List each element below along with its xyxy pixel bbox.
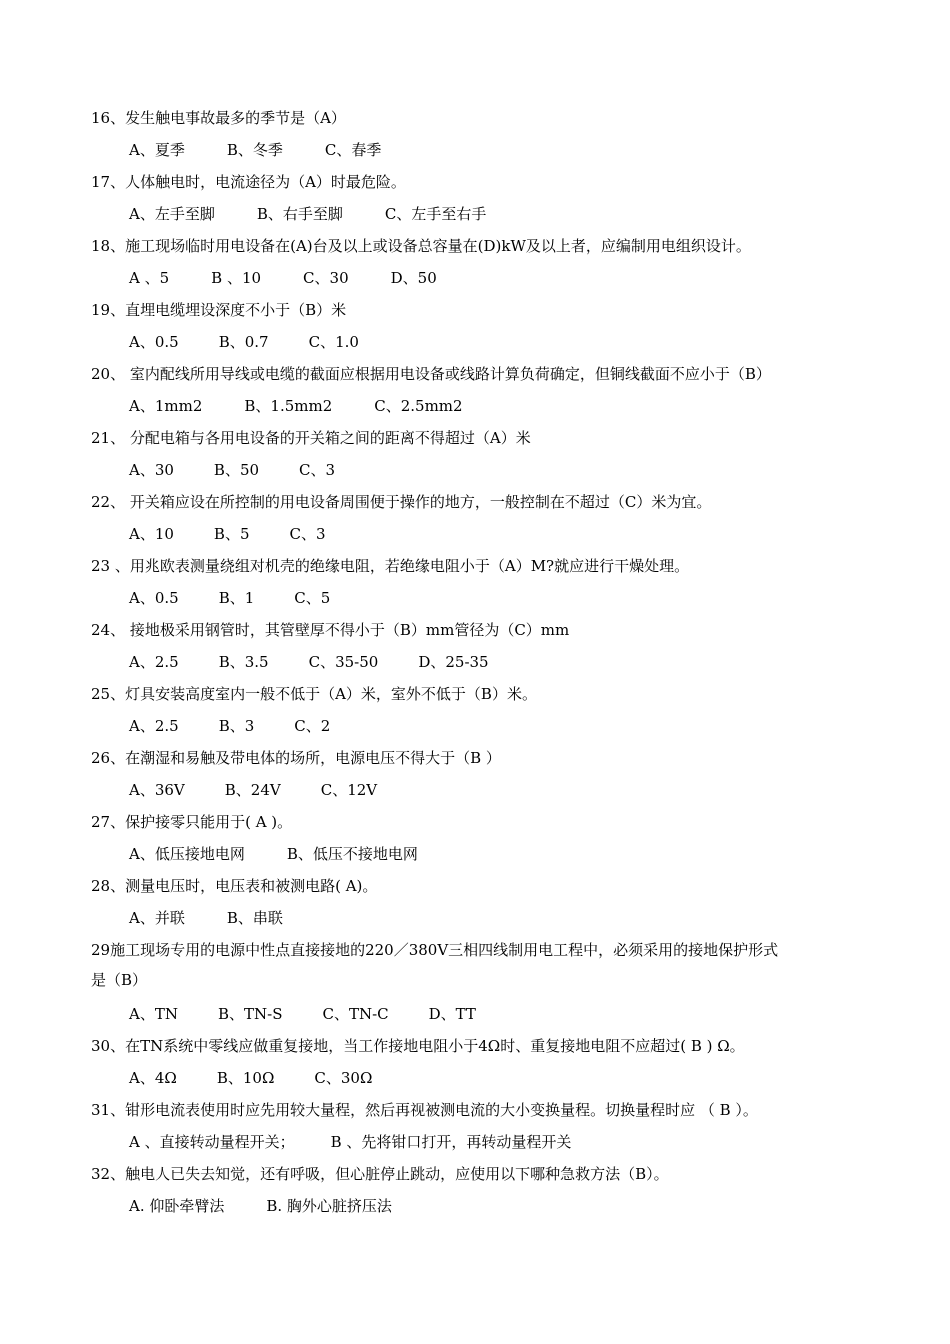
option-b: B、50 — [213, 461, 260, 479]
option-b: B、10Ω — [216, 1069, 275, 1087]
question-22: 22、 开关箱应设在所控制的用电设备周围便于操作的地方，一般控制在不超过（C）米为宜。 — [91, 493, 712, 511]
option-b: B、24V — [224, 781, 281, 799]
options-30 — [129, 1068, 372, 1088]
option-a: A、夏季 — [129, 141, 185, 159]
option-c: C、1.0 — [308, 333, 359, 351]
option-b: B 、先将钳口打开，再转动量程开关 — [330, 1133, 572, 1151]
question-20: 20、 室内配线所用导线或电缆的截面应根据用电设备或线路计算负荷确定，但铜线截面不应小于（B） — [91, 365, 771, 383]
option-b: B、0.7 — [218, 333, 269, 351]
options-17 — [129, 204, 486, 224]
options-19 — [129, 332, 359, 352]
question-21: 21、 分配电箱与各用电设备的开关箱之间的距离不得超过（A）米 — [91, 429, 531, 447]
option-b: B、串联 — [226, 909, 283, 927]
option-a: A、10 — [129, 525, 174, 543]
option-b: B、3.5 — [218, 653, 269, 671]
question-29-continuation: 是（B） — [91, 971, 148, 989]
option-a: A. 仰卧牵臂法 — [129, 1197, 225, 1215]
option-a: A、30 — [129, 461, 174, 479]
question-26: 26、在潮湿和易触及带电体的场所，电源电压不得大于（B ） — [91, 749, 501, 767]
question-31: 31、钳形电流表使用时应先用较大量程，然后再视被测电流的大小变换量程。切换量程时应 （ B ）。 — [91, 1101, 758, 1119]
question-19: 19、直埋电缆埋设深度不小于（B）米 — [91, 301, 347, 319]
option-a: A、4Ω — [129, 1069, 177, 1087]
option-c: C、2 — [294, 717, 331, 735]
options-24 — [129, 652, 489, 672]
option-a: A、并联 — [129, 909, 185, 927]
question-25: 25、灯具安装高度室内一般不低于（A）米，室外不低于（B）米。 — [91, 685, 537, 703]
option-b: B、冬季 — [226, 141, 283, 159]
option-c: C、2.5mm2 — [374, 397, 463, 415]
option-a: A、2.5 — [129, 717, 179, 735]
option-b: B、1.5mm2 — [244, 397, 333, 415]
question-27: 27、保护接零只能用于( A )。 — [91, 813, 293, 831]
question-16: 16、发生触电事故最多的季节是（A） — [91, 109, 346, 127]
options-26 — [129, 780, 377, 800]
question-29: 29施工现场专用的电源中性点直接接地的220／380V三相四线制用电工程中，必须采用的接地保护形式 — [91, 941, 779, 959]
option-a: A、TN — [129, 1005, 178, 1023]
options-16 — [129, 140, 381, 160]
options-21 — [129, 460, 335, 480]
options-29 — [129, 1004, 476, 1024]
option-c: C、30 — [303, 269, 349, 287]
options-20 — [129, 396, 463, 416]
option-a: A 、5 — [129, 269, 170, 287]
option-a: A、36V — [129, 781, 185, 799]
options-22 — [129, 524, 326, 544]
option-b: B、1 — [218, 589, 255, 607]
option-b: B、TN-S — [217, 1005, 283, 1023]
options-31 — [129, 1132, 571, 1152]
option-a: A、0.5 — [129, 589, 179, 607]
option-d: D、25-35 — [418, 653, 489, 671]
options-27 — [129, 844, 418, 864]
option-b: B. 胸外心脏挤压法 — [266, 1197, 392, 1215]
option-a: A 、直接转动量程开关； — [129, 1133, 295, 1151]
option-a: A、2.5 — [129, 653, 179, 671]
option-c: C、TN-C — [322, 1005, 389, 1023]
options-18 — [129, 268, 437, 288]
option-c: C、12V — [320, 781, 378, 799]
option-a: A、左手至脚 — [129, 205, 215, 223]
options-32 — [129, 1196, 392, 1216]
option-b: B、右手至脚 — [256, 205, 343, 223]
option-a: A、1mm2 — [129, 397, 203, 415]
option-b: B、低压不接地电网 — [286, 845, 418, 863]
question-28: 28、测量电压时，电压表和被测电路( A)。 — [91, 877, 378, 895]
option-c: C、5 — [294, 589, 331, 607]
option-a: A、低压接地电网 — [129, 845, 245, 863]
option-d: D、50 — [390, 269, 437, 287]
option-b: B、3 — [218, 717, 255, 735]
question-24: 24、 接地极采用钢管时，其管壁厚不得小于（B）mm管径为（C）mm — [91, 621, 570, 639]
options-28 — [129, 908, 283, 928]
option-d: D、TT — [428, 1005, 476, 1023]
options-23 — [129, 588, 330, 608]
option-a: A、0.5 — [129, 333, 179, 351]
question-17: 17、人体触电时，电流途径为（A）时最危险。 — [91, 173, 406, 191]
question-32: 32、触电人已失去知觉，还有呼吸，但心脏停止跳动，应使用以下哪种急救方法（B）。 — [91, 1165, 669, 1183]
option-c: C、30Ω — [314, 1069, 373, 1087]
option-c: C、3 — [299, 461, 336, 479]
question-18: 18、施工现场临时用电设备在(A)台及以上或设备总容量在(D)kW及以上者，应编制用电组织设计。 — [91, 237, 751, 255]
option-c: C、3 — [289, 525, 326, 543]
question-23: 23 、用兆欧表测量绕组对机壳的绝缘电阻，若绝缘电阻小于（A）M?就应进行干燥处理。 — [91, 557, 690, 575]
option-b: B、5 — [213, 525, 250, 543]
option-c: C、35-50 — [308, 653, 379, 671]
question-30: 30、在TN系统中零线应做重复接地，当工作接地电阻小于4Ω时、重复接地电阻不应超过( B ) Ω。 — [91, 1037, 745, 1055]
option-b: B 、10 — [211, 269, 262, 287]
option-c: C、左手至右手 — [384, 205, 487, 223]
option-c: C、春季 — [324, 141, 382, 159]
options-25 — [129, 716, 330, 736]
